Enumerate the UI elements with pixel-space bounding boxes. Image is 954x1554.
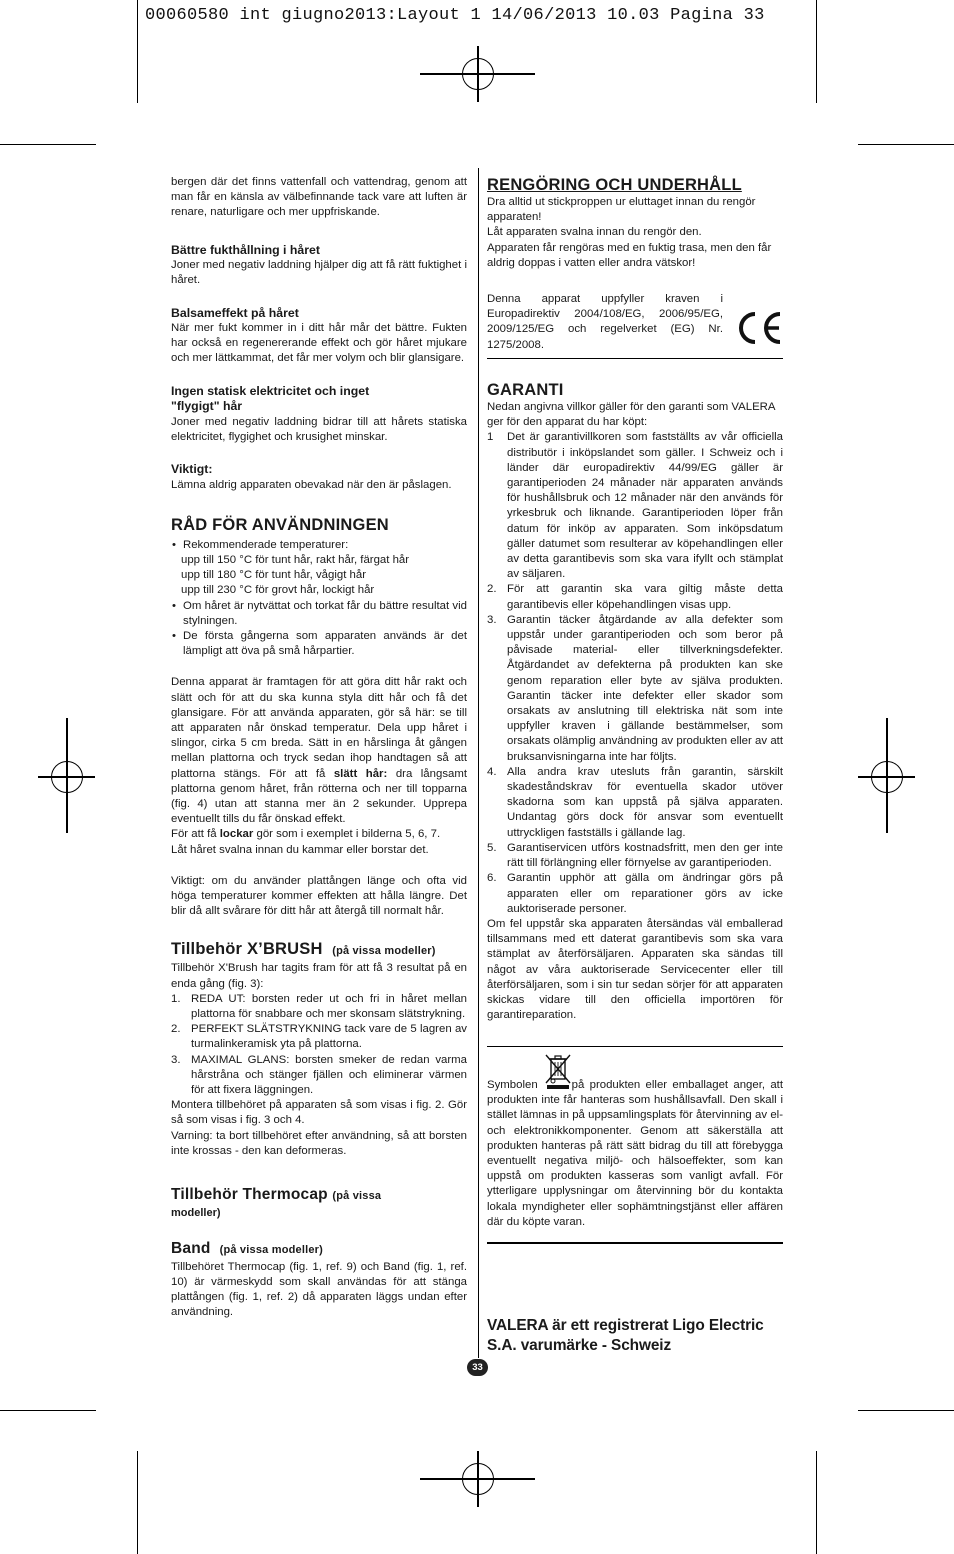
bullet: •: [172, 538, 176, 551]
band-heading: [171, 1239, 467, 1260]
list-item: [171, 1053, 467, 1099]
ce-block: [487, 292, 783, 356]
list-item: [171, 629, 467, 659]
list-number: 3.: [171, 1053, 181, 1066]
list-item: [171, 538, 467, 553]
paragraph: Tillbehör X'Brush har tagits fram för att få 3 resultat på en enda gång (fig. 3):: [171, 962, 467, 990]
temp-line: upp till 150 °C för tunt hår, rakt hår, färgat hår: [181, 553, 410, 566]
crop-mark: [858, 1410, 954, 1411]
list-item-text: Garantin täcker åtgärdande av alla defekter som uppstår under garantiperioden och som beror på påvisade material- eller tillverkningsdefekter. Åtgärdandet av defekterna på produkten kan ske genom reparation eller byte av själva produkten. Garantin täcker inte defekter eller skador som orsakats av anslutning till elektriska nät som inte uppfyller kraven i gällande bestämmelser, som orsakats olämplig användning av produkten eller av att bruksanvisningarna inte har följts.: [507, 613, 783, 763]
crop-mark: [858, 144, 954, 145]
ce-mark-icon: [733, 310, 783, 346]
garanti-heading: GARANTI: [487, 381, 564, 399]
heading-note: (på vissa modeller): [332, 945, 436, 958]
section-heading: Bättre fukthållning i håret: [171, 242, 320, 257]
paragraph: [171, 827, 467, 842]
list-subline: [171, 553, 467, 568]
list-item-text: Rekommenderade temperaturer:: [183, 538, 349, 551]
page-number: 33: [467, 1359, 488, 1376]
right-column: [487, 175, 783, 356]
list-number: 6.: [487, 872, 497, 885]
list-item-text: REDA UT: borsten reder ut och fri in håret mellan plattorna för snabbare och mer skonsam slätstrykning.: [191, 992, 467, 1021]
crop-mark: [137, 0, 138, 103]
ce-text: Denna apparat uppfyller kraven i Europadirektiv 2004/108/EG, 2006/95/EG, 2009/125/EG och regelverket (EG) Nr. 1275/2008.: [487, 293, 723, 351]
paragraph: Joner med negativ laddning hjälper dig att få rätt fuktighet i håret.: [171, 259, 467, 287]
crop-mark: [137, 1451, 138, 1554]
paragraph: Varning: ta bort tillbehöret efter användning, så att borsten inte krossas - den kan deformeras.: [171, 1129, 467, 1157]
list-subline: [171, 583, 467, 598]
paragraph: Lämna aldrig apparaten obevakad när den är påslagen.: [171, 478, 452, 491]
list-number: 2.: [171, 1023, 181, 1036]
list-item: [487, 841, 783, 871]
list-number: 2.: [487, 583, 497, 596]
crop-mark: [0, 144, 96, 145]
text-run: på produkten eller emballaget anger, att produkten inte får hanteras som hushållsavfall. Den skall i stället lämnas in på uppsamlingsplats för återvinning av el- och elektronikkomponenter. Genom att säkerställa att produkten hanteras på rätt sätt bidrag du till att förebygga eventuellt negativa miljö- och hälsoeffekter, som kan uppstå om produkten kasseras som vanligt avfall. För ytterligare upplysningar om återvinning bör du kontakta lokala myndigheter eller sophämtningstjänst eller affären där du köpte varan.: [487, 1079, 783, 1228]
paragraph: Om fel uppstår ska apparaten återsändas väl emballerad tillsammans med ett daterat garantibevis som ska vara stämplat av återförsäljaren. Apparaten ska sändas till något av våra auktoriserade Servicecenter eller till återförsäljaren, som i sin tur sedan sörjer för att apparaten skickas vidare till den officiella importören för garantireparation.: [487, 917, 783, 1022]
list-item: [171, 599, 467, 629]
text-run: gör som i exemplet i bilderna 5, 6, 7.: [256, 828, 441, 841]
temp-line: upp till 230 °C för grovt hår, lockigt hår: [181, 584, 375, 597]
list-item: [487, 871, 783, 917]
list-item-text: Det är garantivillkoren som fastställts av vår officiella distributör i inköpslandet som gäller. I Schweiz och i länder där europadirektiv 44/99/EG gäller är garantiperioden 24 månader när apparaten används för hushållsbruk och 12 månader när den används för yrkesbruk och liknande. Garantiperioden löper från datum för inköp av apparaten. Som inköpsdatum gäller datumet som resulterar av köpehandlingen eller av detta garantibevis som ska vara ifyllt och stämplat av säljaren.: [507, 431, 783, 581]
heading-text: Band: [171, 1239, 211, 1257]
list-item: [487, 613, 783, 765]
paragraph: Joner med negativ laddning bidrar till att hårets statiska elektricitet, flygighet och krusighet minskar.: [171, 415, 467, 443]
divider: [487, 1046, 783, 1047]
list-item-text: Garantin upphör att gälla om ändringar görs på apparaten eller om reparationer görs av icke auktoriserade personer.: [507, 872, 783, 915]
list-item-text: PERFEKT SLÄTSTRYKNING tack vare de 5 lagren av turmalinkeramisk yta på plattorna.: [191, 1023, 467, 1051]
xbrush-heading: [171, 939, 467, 961]
left-column: [171, 175, 467, 1320]
divider: [487, 1242, 783, 1244]
paragraph: Låt apparaten svalna innan du rengör den.: [487, 226, 702, 239]
list-item-text: Garantiservicen utförs kostnadsfritt, men den ger inte rätt till förlängning eller förnyelse av garantiperioden.: [507, 841, 783, 870]
temp-line: upp till 180 °C för tunt hår, vågigt hår: [181, 569, 367, 582]
paragraph: Viktigt: om du använder plattången länge och ofta vid höga temperaturer kommer effekten att hålla längre. Det blir då allt svårare för ditt hår att återgå till normalt hår.: [171, 874, 467, 918]
paragraph: När mer fukt kommer in i ditt hår mår det bättre. Fukten har också en regenererande effekt och gör håret mjukare och mer lättkammat, det får mer volym och blir glansigare.: [171, 322, 467, 365]
list-item: [487, 765, 783, 841]
paragraph: Montera tillbehöret på apparaten så som visas i fig. 2. Gör så som visas i fig. 3 och 4.: [171, 1099, 467, 1127]
list-item: [487, 582, 783, 612]
list-subline: [171, 568, 467, 583]
list-number: 3.: [487, 613, 497, 626]
list-item-text: För att garantin ska vara giltig måste detta garantibevis eller köpehandlingen visas upp.: [507, 583, 783, 611]
section-heading: Viktigt:: [171, 462, 213, 477]
bullet: •: [172, 629, 176, 642]
list-item-text: Om håret är nytvättat och torkat får du bättre resultat vid stylningen.: [183, 599, 467, 627]
rengoring-heading: RENGÖRING OCH UNDERHÅLL: [487, 176, 742, 194]
text-run: För att få: [171, 828, 217, 841]
list-number: 1: [487, 431, 494, 444]
list-item: [487, 430, 783, 582]
bold-run: lockar: [219, 828, 254, 841]
heading-note: (på vissa modeller): [219, 1243, 324, 1256]
intro-paragraph: bergen där det finns vattenfall och vattendrag, genom att man får en känsla av välbefinnande tack vare att luften är renare, naturligare och mer uppfriskande.: [171, 176, 467, 219]
registration-circle: [462, 1463, 494, 1495]
registration-circle: [871, 761, 903, 793]
paragraph: [171, 675, 467, 827]
list-item-text: MAXIMAL GLANS: borsten smeker de redan varma hårstråna och stänger fjällen och eliminerar värmen för att fixera läggningen.: [191, 1053, 467, 1097]
bullet: •: [172, 599, 176, 612]
list-number: 4.: [487, 765, 497, 778]
heading-note: (på vissa: [332, 1190, 382, 1203]
column-divider: [478, 168, 479, 1358]
crop-mark: [816, 1451, 817, 1554]
weee-paragraph: [487, 1078, 783, 1230]
paragraph: [487, 1078, 783, 1230]
section-heading: Balsameffekt på håret: [171, 305, 299, 320]
text-run: dra långsamt plattorna genom håret, från rötterna och ner till topparna (fig. 4) utan att stanna mer än 2 sekunder. Upprepa eventuellt tills du får önskad effekt.: [171, 767, 467, 826]
registration-circle: [462, 58, 494, 90]
garanti-section: [487, 380, 783, 1023]
rad-heading: RÅD FÖR ANVÄNDNINGEN: [171, 515, 389, 534]
paragraph: Apparaten får rengöras med en fuktig trasa, men den får aldrig doppas i vatten eller andra vätskor!: [487, 241, 772, 269]
text-run: Symbolen: [487, 1079, 538, 1091]
text-run: Denna apparat är framtagen för att göra ditt hår rakt och slätt och för att du ska kunna styla ditt hår och få det glansigare. För att använda apparaten, gör så här: se till att apparaten når önskad temperatur. Dela upp håret i slingor, cirka 5 cm breda. Sätt in en hårslinga åt gången mellan plattorna och tryck sedan ihop handtagen så att plattorna stängs. För att få: [171, 676, 467, 780]
list-item-text: De första gångerna som apparaten används är det lämpligt att öva på små hårpartier.: [183, 629, 467, 658]
paragraph: Tillbehöret Thermocap (fig. 1, ref. 9) och Band (fig. 1, ref. 10) är värmeskydd som skall användas för att stänga plattången (fig. 1, ref. 2) då apparaten läggs undan efter användning.: [171, 1260, 467, 1319]
thermocap-heading: [171, 1185, 467, 1206]
brand-statement: VALERA är ett registrerat Ligo Electric S.A. varumärke - Schweiz: [487, 1317, 764, 1354]
heading-note: modeller): [171, 1207, 221, 1220]
paragraph: Dra alltid ut stickproppen ur eluttaget innan du rengör apparaten!: [487, 196, 756, 224]
section-heading: Ingen statisk elektricitet och inget: [171, 383, 370, 398]
list-item: [171, 1022, 467, 1052]
list-number: 1.: [171, 992, 181, 1005]
registration-circle: [51, 761, 83, 793]
bold-run: slätt hår:: [333, 767, 388, 780]
section-heading: "flygigt" hår: [171, 399, 243, 414]
list-item: [171, 992, 467, 1022]
crop-mark: [0, 1410, 96, 1411]
list-number: 5.: [487, 841, 497, 854]
print-slug: 00060580 int giugno2013:Layout 1 14/06/2013 10.03 Pagina 33: [145, 6, 765, 25]
heading-text: Tillbehör Thermocap: [171, 1186, 328, 1204]
heading-text: Tillbehör X’BRUSH: [171, 940, 323, 959]
paragraph: Nedan angivna villkor gäller för den garanti som VALERA ger för den apparat du har köpt:: [487, 401, 775, 429]
list-item-text: Alla andra krav utesluts från garantin, särskilt skadeståndskrav för eventuella skador utöver skadorna som kan uppstå på själva apparaten. Undantag görs dock för ansvar som eventuellt uttryckligen fastställs i gällande lag.: [507, 765, 783, 839]
paragraph: Låt håret svalna innan du kammar eller borstar det.: [171, 843, 429, 856]
divider: [487, 358, 783, 359]
crop-mark: [816, 0, 817, 103]
